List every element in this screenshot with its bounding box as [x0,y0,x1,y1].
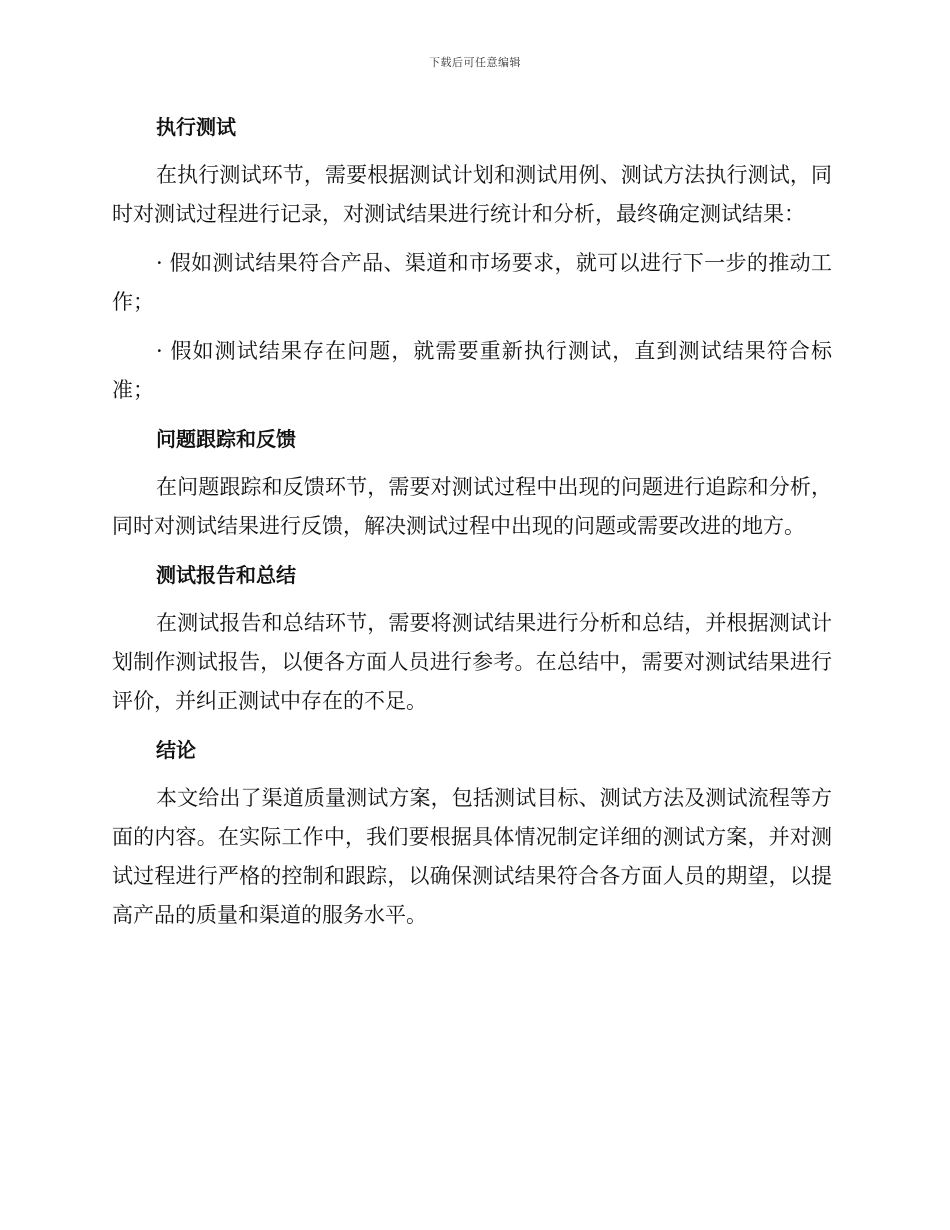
section-heading: 问题跟踪和反馈 [156,427,296,451]
section-conclusion [112,731,832,935]
section-issue-tracking [112,420,832,546]
bullet-item: · 假如测试结果符合产品、渠道和市场要求，就可以进行下一步的推动工作； [112,251,832,314]
section-heading: 执行测试 [156,115,236,139]
section-paragraph: 在执行测试环节，需要根据测试计划和测试用例、测试方法执行测试，同时对测试过程进行记录，对测试结果进行统计和分析，最终确定测试结果： [112,163,832,226]
document-body [112,108,832,945]
section-test-report [112,556,832,721]
section-paragraph: 在问题跟踪和反馈环节，需要对测试过程中出现的问题进行追踪和分析，同时对测试结果进行反馈，解决测试过程中出现的问题或需要改进的地方。 [112,475,832,538]
page-header-note: 下载后可任意编辑 [429,56,521,69]
section-paragraph: 本文给出了渠道质量测试方案，包括测试目标、测试方法及测试流程等方面的内容。在实际工作中，我们要根据具体情况制定详细的测试方案，并对测试过程进行严格的控制和跟踪，以确保测试结果符合各方面人员的期望，以提高产品的质量和渠道的服务水平。 [112,786,832,927]
section-execute-test [112,108,832,410]
section-heading: 结论 [156,738,196,762]
section-heading: 测试报告和总结 [156,563,296,587]
section-paragraph: 在测试报告和总结环节，需要将测试结果进行分析和总结，并根据测试计划制作测试报告，以便各方面人员进行参考。在总结中，需要对测试结果进行评价，并纠正测试中存在的不足。 [112,611,832,713]
bullet-item: · 假如测试结果存在问题，就需要重新执行测试，直到测试结果符合标准； [112,339,832,402]
